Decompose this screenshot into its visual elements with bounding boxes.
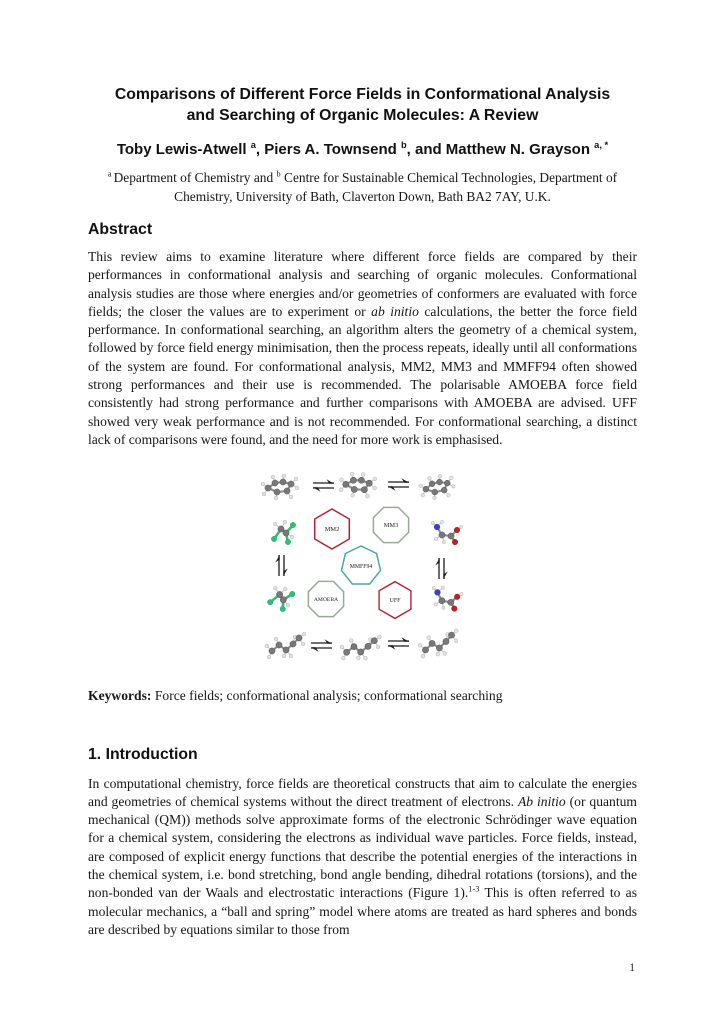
- force-field-node-uff: [379, 582, 411, 619]
- affiliation-mark-a: a: [107, 169, 114, 179]
- butane-conformer-1: [265, 632, 306, 659]
- introduction-text-2: (or quantum mechanical (QM)) methods solve approximate forms of the electronic Schrödinger wave equation for a chemical system, considering the electrons as individual wave particles. Force fields, instead, are composed of explicit energy functions that describe the potential energies of the interactions in the chemical system, i.e. bond stretching, bond angle bending, dihedral rotations (torsions), and the non-bonded van der Waals and electrostatic interactions (Figure 1).: [88, 793, 637, 901]
- equilibrium-arrow-bottom-2: [388, 637, 409, 650]
- abstract-text-2: calculations, the better the force field performance. In conformational searching, an algorithm alters the geometry of a chemical system, followed by force field energy minimisation, then the process repeats, ideally until all conformations of the system are found. For conformational analysis, MM2, MM3 and MMFF94 often showed strong performances and their use is recommended. The polarisable AMOEBA force field consistently had strong performance and further comparisons with AMOEBA are advised. UFF showed very weak performance and is not recommended. For conformational searching, a distinct lack of comparisons were found, and the need for more work is emphasised.: [88, 303, 637, 447]
- keywords-label: Keywords:: [88, 688, 152, 704]
- butane-conformer-3: [417, 629, 460, 659]
- equilibrium-arrow-right: [435, 558, 448, 579]
- abstract-heading: Abstract: [88, 221, 153, 238]
- chloro-molecule-conformer-1: [271, 520, 295, 545]
- affiliation-mark-b: b: [276, 169, 281, 179]
- force-field-node-amoeba: [308, 582, 343, 617]
- affiliation-text-2: Centre for Sustainable Chemical Technologies, Department of Chemistry, University of Bath, Claverton Down, Bath BA2 7AY, U.K.: [174, 169, 618, 204]
- force-field-node-mm3: [373, 508, 408, 543]
- keywords-line: [88, 687, 637, 705]
- amino-acid-conformer-1: [431, 521, 462, 546]
- cyclohexane-conformer-3: [418, 473, 456, 501]
- graphical-abstract-svg: [238, 459, 494, 669]
- author-3: , and Matthew N. Grayson: [406, 140, 595, 158]
- author-1-affiliation-mark: a: [250, 139, 256, 150]
- author-2: , Piers A. Townsend: [255, 140, 401, 158]
- graphical-abstract-figure: [238, 459, 494, 674]
- amoeba-label: AMOEBA: [313, 597, 339, 604]
- mm2-label: MM2: [324, 526, 340, 534]
- uff-label: UFF: [389, 598, 401, 605]
- author-1: Toby Lewis-Atwell: [116, 140, 251, 158]
- introduction-italic-ab-initio: Ab initio: [518, 793, 566, 809]
- author-2-affiliation-mark: b: [400, 139, 407, 150]
- abstract-italic-ab-initio: ab initio: [371, 303, 419, 319]
- mmff94-label: MMFF94: [349, 564, 373, 571]
- cyclohexane-conformer-1: [261, 474, 299, 500]
- equilibrium-arrow-top-1: [313, 479, 334, 492]
- introduction-text-1: In computational chemistry, force fields are theoretical constructs that aim to calculate the energies and geometries of chemical systems without the direct treatment of electrons.: [88, 775, 637, 809]
- force-field-node-mmff94: [342, 546, 381, 584]
- authors-line: [88, 140, 637, 159]
- force-field-node-mm2: [315, 509, 350, 549]
- citation-superscript-1-3: 1-3: [468, 883, 480, 894]
- page-title: [88, 0, 637, 127]
- cyclohexane-conformer-2: [338, 470, 379, 500]
- equilibrium-arrow-top-2: [388, 478, 409, 491]
- introduction-text-3: This is often referred to as molecular mechanics, a “ball and spring” model where atoms are treated as hard spheres and bonds are described by equations similar to those from: [88, 885, 637, 937]
- equilibrium-arrow-left: [275, 555, 288, 576]
- title-line-2: and Searching of Organic Molecules: A Review: [186, 106, 539, 124]
- introduction-paragraph: [88, 775, 637, 940]
- amino-acid-conformer-2: [431, 586, 464, 613]
- affiliation-line: [88, 168, 637, 206]
- page-number: 1: [629, 962, 635, 974]
- title-line-1: Comparisons of Different Force Fields in Conformational Analysis: [114, 86, 611, 103]
- mm3-label: MM3: [383, 522, 399, 530]
- chloro-molecule-conformer-2: [266, 584, 296, 614]
- butane-conformer-2: [339, 633, 381, 662]
- abstract-paragraph: [88, 248, 637, 449]
- affiliation-text-1: Department of Chemistry and: [113, 169, 277, 185]
- keywords-text: Force fields; conformational analysis; conformational searching: [151, 688, 503, 704]
- abstract-text-1: This review aims to examine literature where different force fields are compared by their performances in conformational analysis and searching of organic molecules. Conformational analysis studies are those where energies and/or geometries of conformers are evaluated with force fields; the closer the values are to experiment or: [88, 249, 637, 319]
- introduction-heading: 1. Introduction: [88, 745, 198, 763]
- equilibrium-arrow-bottom-1: [311, 639, 332, 652]
- author-3-affiliation-mark: a, *: [594, 139, 609, 150]
